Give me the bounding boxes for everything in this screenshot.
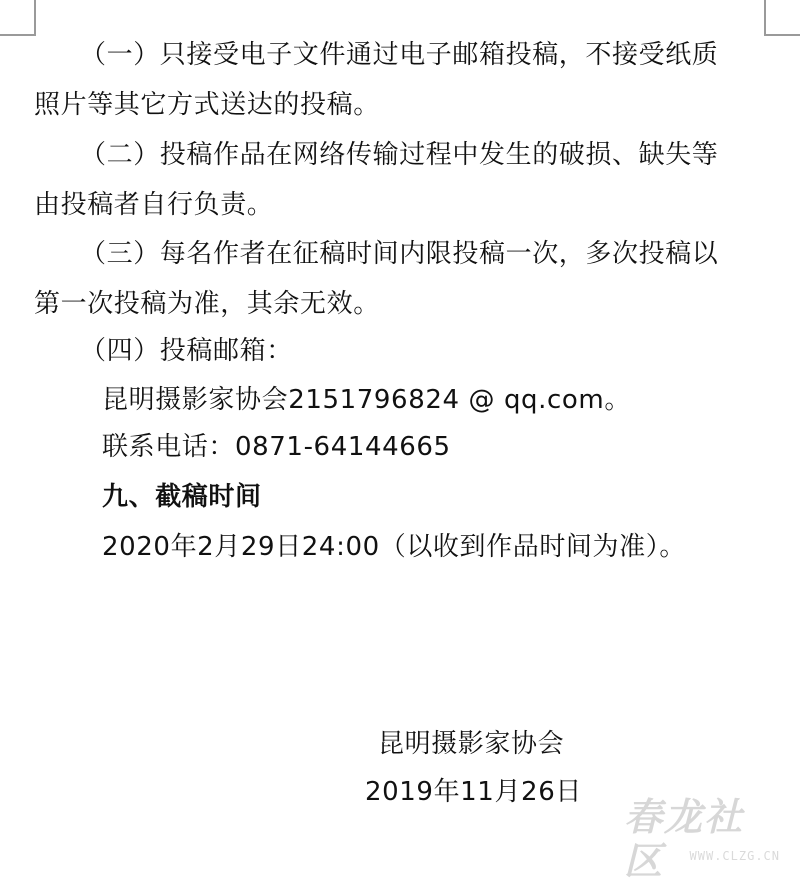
paragraph-1-line-2: 照片等其它方式送达的投稿。 [34,90,380,120]
section-nine-heading: 九、截稿时间 [102,482,262,512]
paragraph-3-line-2: 第一次投稿为准，其余无效。 [34,289,380,319]
paragraph-2-line-1: （二）投稿作品在网络传输过程中发生的破损、缺失等 [80,140,719,170]
signature-date: 2019年11月26日 [365,777,582,807]
page-corner-mark-right [764,0,800,36]
paragraph-3-line-1: （三）每名作者在征稿时间内限投稿一次，多次投稿以 [80,239,719,269]
paragraph-4-heading: （四）投稿邮箱： [80,336,293,366]
paragraph-1-line-1: （一）只接受电子文件通过电子邮箱投稿，不接受纸质 [80,40,719,70]
deadline-text: 2020年2月29日24:00（以收到作品时间为准）。 [102,532,686,562]
submission-email: 昆明摄影家协会2151796824 @ qq.com。 [102,385,631,415]
signature-organization: 昆明摄影家协会 [378,729,565,759]
paragraph-2-line-2: 由投稿者自行负责。 [34,190,274,220]
watermark-url: WWW.CLZG.CN [689,849,780,863]
contact-phone: 联系电话：0871-64144665 [102,432,451,462]
watermark-logo-text: 春龙社区 [624,794,745,883]
site-watermark [624,794,784,883]
page-corner-mark-left [0,0,36,36]
